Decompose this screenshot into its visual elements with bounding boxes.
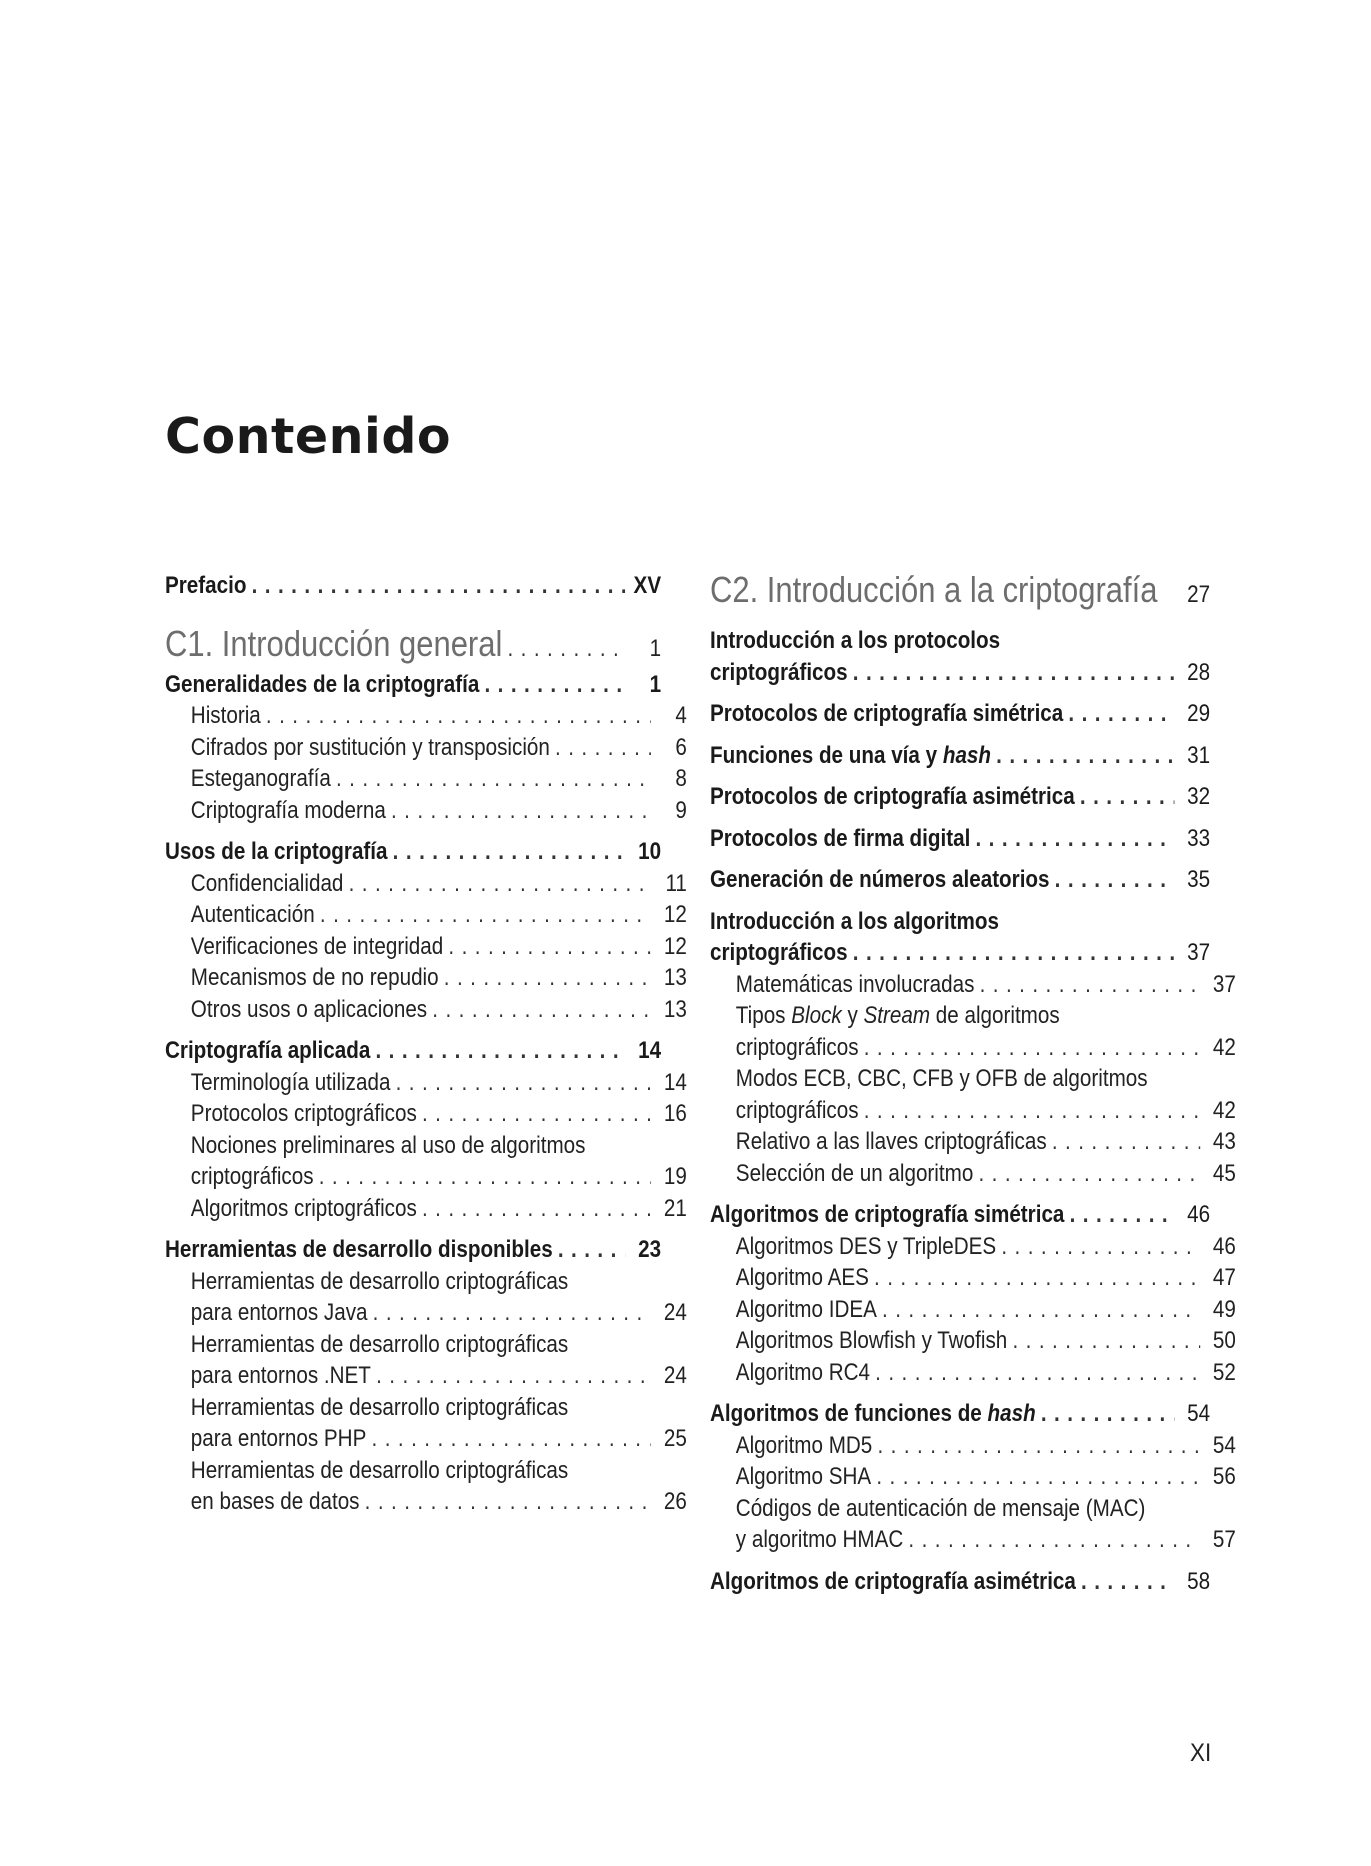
leader-dots [448, 931, 650, 963]
leader-dots [996, 740, 1174, 772]
leader-dots [336, 763, 651, 795]
toc-section-herramientas[interactable] [165, 1234, 661, 1266]
entry-page: 32 [1187, 783, 1211, 810]
toc-subentry[interactable] [165, 700, 687, 732]
toc-section-generacion[interactable] [710, 864, 1210, 896]
toc-subentry[interactable] [710, 1262, 1236, 1294]
entry-label: Autenticación [190, 901, 315, 928]
entry-page: 46 [1212, 1232, 1236, 1260]
entry-page: 14 [638, 1037, 662, 1064]
leader-dots [877, 1430, 1199, 1462]
entry-label: Algoritmo MD5 [735, 1431, 873, 1459]
toc-subentry[interactable] [165, 1161, 687, 1193]
entry-page: 14 [663, 1068, 687, 1096]
leader-dots [1041, 1398, 1174, 1430]
entry-label: para entornos .NET [190, 1362, 371, 1389]
entry-page: 57 [1212, 1526, 1236, 1553]
chapter-page: 27 [1187, 581, 1211, 608]
toc-chapter-c2[interactable] [710, 570, 1210, 615]
entry-label: Usos de la criptografía [165, 838, 388, 865]
toc-right-column [710, 569, 1236, 1597]
toc-subentry[interactable] [165, 931, 687, 963]
entry-page: 45 [1212, 1159, 1236, 1187]
entry-label: Algoritmos Blowfish y Twofish [735, 1327, 1008, 1354]
entry-page: 58 [1187, 1567, 1211, 1595]
entry-page: 13 [663, 964, 687, 991]
toc-subentry[interactable] [165, 1297, 687, 1329]
leader-dots [908, 1524, 1199, 1556]
leader-dots [1055, 864, 1174, 896]
entry-page: 37 [1187, 939, 1211, 966]
entry-label: Cifrados por sustitución y transposición [190, 733, 550, 761]
leader-dots [874, 1262, 1200, 1294]
toc-section-usos[interactable] [165, 836, 661, 868]
entry-label: para entornos PHP [190, 1425, 367, 1452]
leader-dots [853, 657, 1174, 689]
entry-page: 31 [1187, 741, 1211, 769]
leader-dots [376, 1360, 651, 1392]
toc-section-prot-asimetrica[interactable] [710, 781, 1210, 813]
entry-label: Prefacio [165, 572, 247, 599]
entry-label: Protocolos criptográficos [190, 1100, 417, 1127]
entry-label: Criptografía aplicada [165, 1037, 371, 1064]
leader-dots [372, 1423, 651, 1455]
entry-label: para entornos Java [190, 1299, 368, 1326]
entry-page: 13 [663, 995, 687, 1023]
entry-label: criptográficos [190, 1163, 314, 1190]
entry-label: Algoritmos de criptografía asimétrica [710, 1567, 1076, 1595]
chapter-page: 1 [649, 634, 662, 662]
toc-subentry-line1[interactable]: Modos ECB, CBC, CFB y OFB de algoritmos [735, 1065, 1148, 1092]
toc-subentry[interactable] [165, 795, 687, 827]
entry-page: 16 [663, 1100, 687, 1127]
leader-dots [349, 868, 651, 900]
toc-entry-prefacio[interactable] [165, 570, 661, 602]
toc-subentry-line1[interactable]: Nociones preliminares al uso de algoritmos [190, 1131, 586, 1159]
toc-subentry[interactable] [165, 763, 687, 795]
entry-page: 9 [675, 796, 687, 824]
entry-label: criptográficos [735, 1033, 859, 1061]
entry-page: 23 [638, 1236, 662, 1263]
entry-page: 1 [649, 670, 662, 698]
toc-section-alg-asimetrica[interactable] [710, 1566, 1210, 1598]
entry-label: Algoritmo RC4 [735, 1358, 871, 1386]
entry-label: Algoritmos de funciones de hash [710, 1400, 1036, 1427]
leader-dots [484, 669, 625, 701]
toc-subentry[interactable] [710, 1231, 1236, 1263]
page-number: XI [1190, 1739, 1212, 1767]
entry-label: Matemáticas involucradas [735, 970, 975, 998]
toc-subentry[interactable] [710, 1126, 1236, 1158]
entry-label: criptográficos [735, 1096, 859, 1124]
leader-dots [373, 1297, 651, 1329]
entry-page: 28 [1187, 658, 1211, 686]
entry-page: 42 [1212, 1033, 1236, 1061]
leader-dots [1001, 1231, 1199, 1263]
toc-subentry[interactable] [710, 1461, 1236, 1493]
leader-dots [396, 1067, 651, 1099]
leader-dots [1070, 1199, 1174, 1231]
toc-subentry[interactable] [165, 962, 687, 994]
entry-label: Protocolos de firma digital [710, 824, 971, 852]
leader-dots [975, 823, 1173, 855]
toc-subentry-line1[interactable]: Herramientas de desarrollo criptográficas [190, 1393, 569, 1421]
entry-page: 35 [1187, 866, 1211, 893]
toc-subentry-line1[interactable]: Tipos Block y Stream de algoritmos [735, 1002, 1060, 1029]
entry-label: Verificaciones de integridad [190, 932, 444, 960]
toc-section-intro-algoritmos[interactable] [710, 937, 1210, 969]
leader-dots [876, 1461, 1199, 1493]
toc-subentry[interactable] [710, 1095, 1236, 1127]
entry-label: criptográficos [710, 658, 848, 686]
entry-label: Historia [190, 702, 261, 729]
entry-page: 47 [1212, 1264, 1236, 1291]
toc-subentry[interactable] [165, 1098, 687, 1130]
toc-subentry[interactable] [710, 1357, 1236, 1389]
entry-label: Confidencialidad [190, 869, 344, 897]
leader-dots [393, 836, 625, 868]
entry-page: 56 [1212, 1463, 1236, 1490]
entry-page: 10 [638, 838, 662, 865]
entry-label: Algoritmos DES y TripleDES [735, 1232, 997, 1260]
toc-subentry[interactable] [710, 969, 1236, 1001]
toc-subentry[interactable] [710, 1032, 1236, 1064]
leader-dots [853, 937, 1174, 969]
toc-section-prot-simetrica[interactable] [710, 698, 1210, 730]
entry-label: Generación de números aleatorios [710, 866, 1050, 893]
entry-label: Mecanismos de no repudio [190, 964, 439, 991]
entry-label: y algoritmo HMAC [735, 1526, 904, 1553]
leader-dots [864, 1095, 1200, 1127]
entry-page: 42 [1212, 1096, 1236, 1124]
toc-subentry[interactable] [165, 1486, 687, 1518]
toc-subentry[interactable] [710, 1430, 1236, 1462]
leader-dots [555, 732, 651, 764]
toc-subentry[interactable] [165, 732, 687, 764]
toc-section-generalidades[interactable] [165, 669, 661, 701]
toc-subentry[interactable] [710, 1294, 1236, 1326]
entry-label: Terminología utilizada [190, 1068, 391, 1096]
toc-section-alg-simetrica[interactable] [710, 1199, 1210, 1231]
entry-page: 4 [675, 702, 687, 729]
toc-section-line1[interactable]: Introducción a los protocolos [710, 627, 1001, 654]
leader-dots [1012, 1325, 1199, 1357]
entry-page: 52 [1212, 1358, 1236, 1386]
entry-page: 12 [663, 901, 687, 928]
toc-subentry[interactable] [165, 1067, 687, 1099]
toc-chapter-c1[interactable] [165, 624, 661, 669]
leader-dots [375, 1035, 624, 1067]
entry-label: Protocolos de criptografía asimétrica [710, 783, 1075, 810]
entry-page: 12 [663, 932, 687, 960]
toc-subentry[interactable] [165, 994, 687, 1026]
entry-page: 49 [1212, 1295, 1236, 1323]
leader-dots [507, 629, 624, 669]
leader-dots [1081, 1566, 1174, 1598]
entry-page: 6 [675, 733, 687, 761]
entry-label: Otros usos o aplicaciones [190, 995, 428, 1023]
leader-dots [266, 700, 651, 732]
entry-page: 24 [663, 1362, 687, 1389]
toc-subentry[interactable] [165, 1360, 687, 1392]
entry-page: 54 [1212, 1431, 1236, 1459]
leader-dots [444, 962, 651, 994]
toc-subentry[interactable] [165, 868, 687, 900]
toc-subentry-line1[interactable]: Herramientas de desarrollo criptográficas [190, 1330, 569, 1358]
leader-dots [1080, 781, 1174, 813]
toc-subentry-line1[interactable]: Herramientas de desarrollo criptográficas [190, 1267, 569, 1295]
leader-dots [422, 1193, 651, 1225]
entry-page: 46 [1187, 1201, 1211, 1228]
chapter-label: C1. Introducción general [165, 622, 503, 664]
page-title: Contenido [165, 408, 452, 465]
entry-page: 43 [1212, 1128, 1236, 1155]
entry-label: Protocolos de criptografía simétrica [710, 700, 1064, 727]
leader-dots [432, 994, 650, 1026]
toc-section-aplicada[interactable] [165, 1035, 661, 1067]
entry-page: 21 [663, 1194, 687, 1222]
leader-dots [1068, 698, 1174, 730]
entry-label: Herramientas de desarrollo disponibles [165, 1236, 553, 1263]
entry-label: Algoritmos de criptografía simétrica [710, 1201, 1065, 1228]
leader-dots [1052, 1126, 1200, 1158]
leader-dots [252, 570, 625, 602]
entry-page: 54 [1187, 1400, 1211, 1427]
leader-dots [391, 795, 651, 827]
entry-label: Generalidades de la criptografía [165, 670, 480, 698]
entry-page: 25 [663, 1425, 687, 1452]
leader-dots [320, 899, 651, 931]
toc-subentry[interactable] [710, 1524, 1236, 1556]
entry-label: Relativo a las llaves criptográficas [735, 1128, 1047, 1155]
leader-dots [422, 1098, 651, 1130]
toc-left-column [165, 570, 687, 1518]
toc-subentry-line1[interactable]: Códigos de autenticación de mensaje (MAC) [735, 1494, 1146, 1522]
leader-dots [978, 1158, 1199, 1190]
toc-subentry[interactable] [165, 899, 687, 931]
entry-label: Selección de un algoritmo [735, 1159, 974, 1187]
entry-page: 33 [1187, 824, 1211, 852]
entry-page: 26 [663, 1488, 687, 1515]
entry-label: Algoritmos criptográficos [190, 1194, 417, 1222]
entry-label: Esteganografía [190, 765, 331, 792]
chapter-label: C2. Introducción a la criptografía [710, 569, 1158, 610]
toc-subentry[interactable] [165, 1193, 687, 1225]
entry-label: Algoritmo SHA [735, 1463, 872, 1490]
leader-dots [365, 1486, 651, 1518]
leader-dots [882, 1294, 1200, 1326]
entry-label: criptográficos [710, 939, 848, 966]
leader-dots [875, 1357, 1200, 1389]
toc-section-intro-protocolos[interactable] [710, 657, 1210, 689]
toc-section-alg-hash[interactable] [710, 1398, 1210, 1430]
entry-label: Algoritmo AES [735, 1264, 869, 1291]
entry-label: Funciones de una vía y hash [710, 741, 992, 769]
toc-section-firma[interactable] [710, 823, 1210, 855]
entry-page: 50 [1212, 1327, 1236, 1354]
toc-section-funciones[interactable] [710, 740, 1210, 772]
entry-page: 8 [675, 765, 687, 792]
entry-page: 37 [1212, 970, 1236, 998]
entry-page: 19 [663, 1163, 687, 1190]
entry-page: 24 [663, 1299, 687, 1326]
leader-dots [864, 1032, 1200, 1064]
toc-subentry[interactable] [710, 1325, 1236, 1357]
entry-label: en bases de datos [190, 1488, 360, 1515]
toc-subentry[interactable] [165, 1423, 687, 1455]
toc-subentry[interactable] [710, 1158, 1236, 1190]
toc-subentry-line1[interactable]: Herramientas de desarrollo criptográficas [190, 1456, 569, 1484]
toc-section-line1[interactable]: Introducción a los algoritmos [710, 907, 1000, 935]
leader-dots [319, 1161, 651, 1193]
entry-label: Algoritmo IDEA [735, 1295, 877, 1323]
entry-page: 29 [1187, 700, 1211, 727]
entry-label: Criptografía moderna [190, 796, 386, 824]
entry-page: XV [633, 572, 662, 599]
leader-dots [980, 969, 1200, 1001]
entry-page: 11 [665, 869, 687, 897]
leader-dots [558, 1234, 625, 1266]
